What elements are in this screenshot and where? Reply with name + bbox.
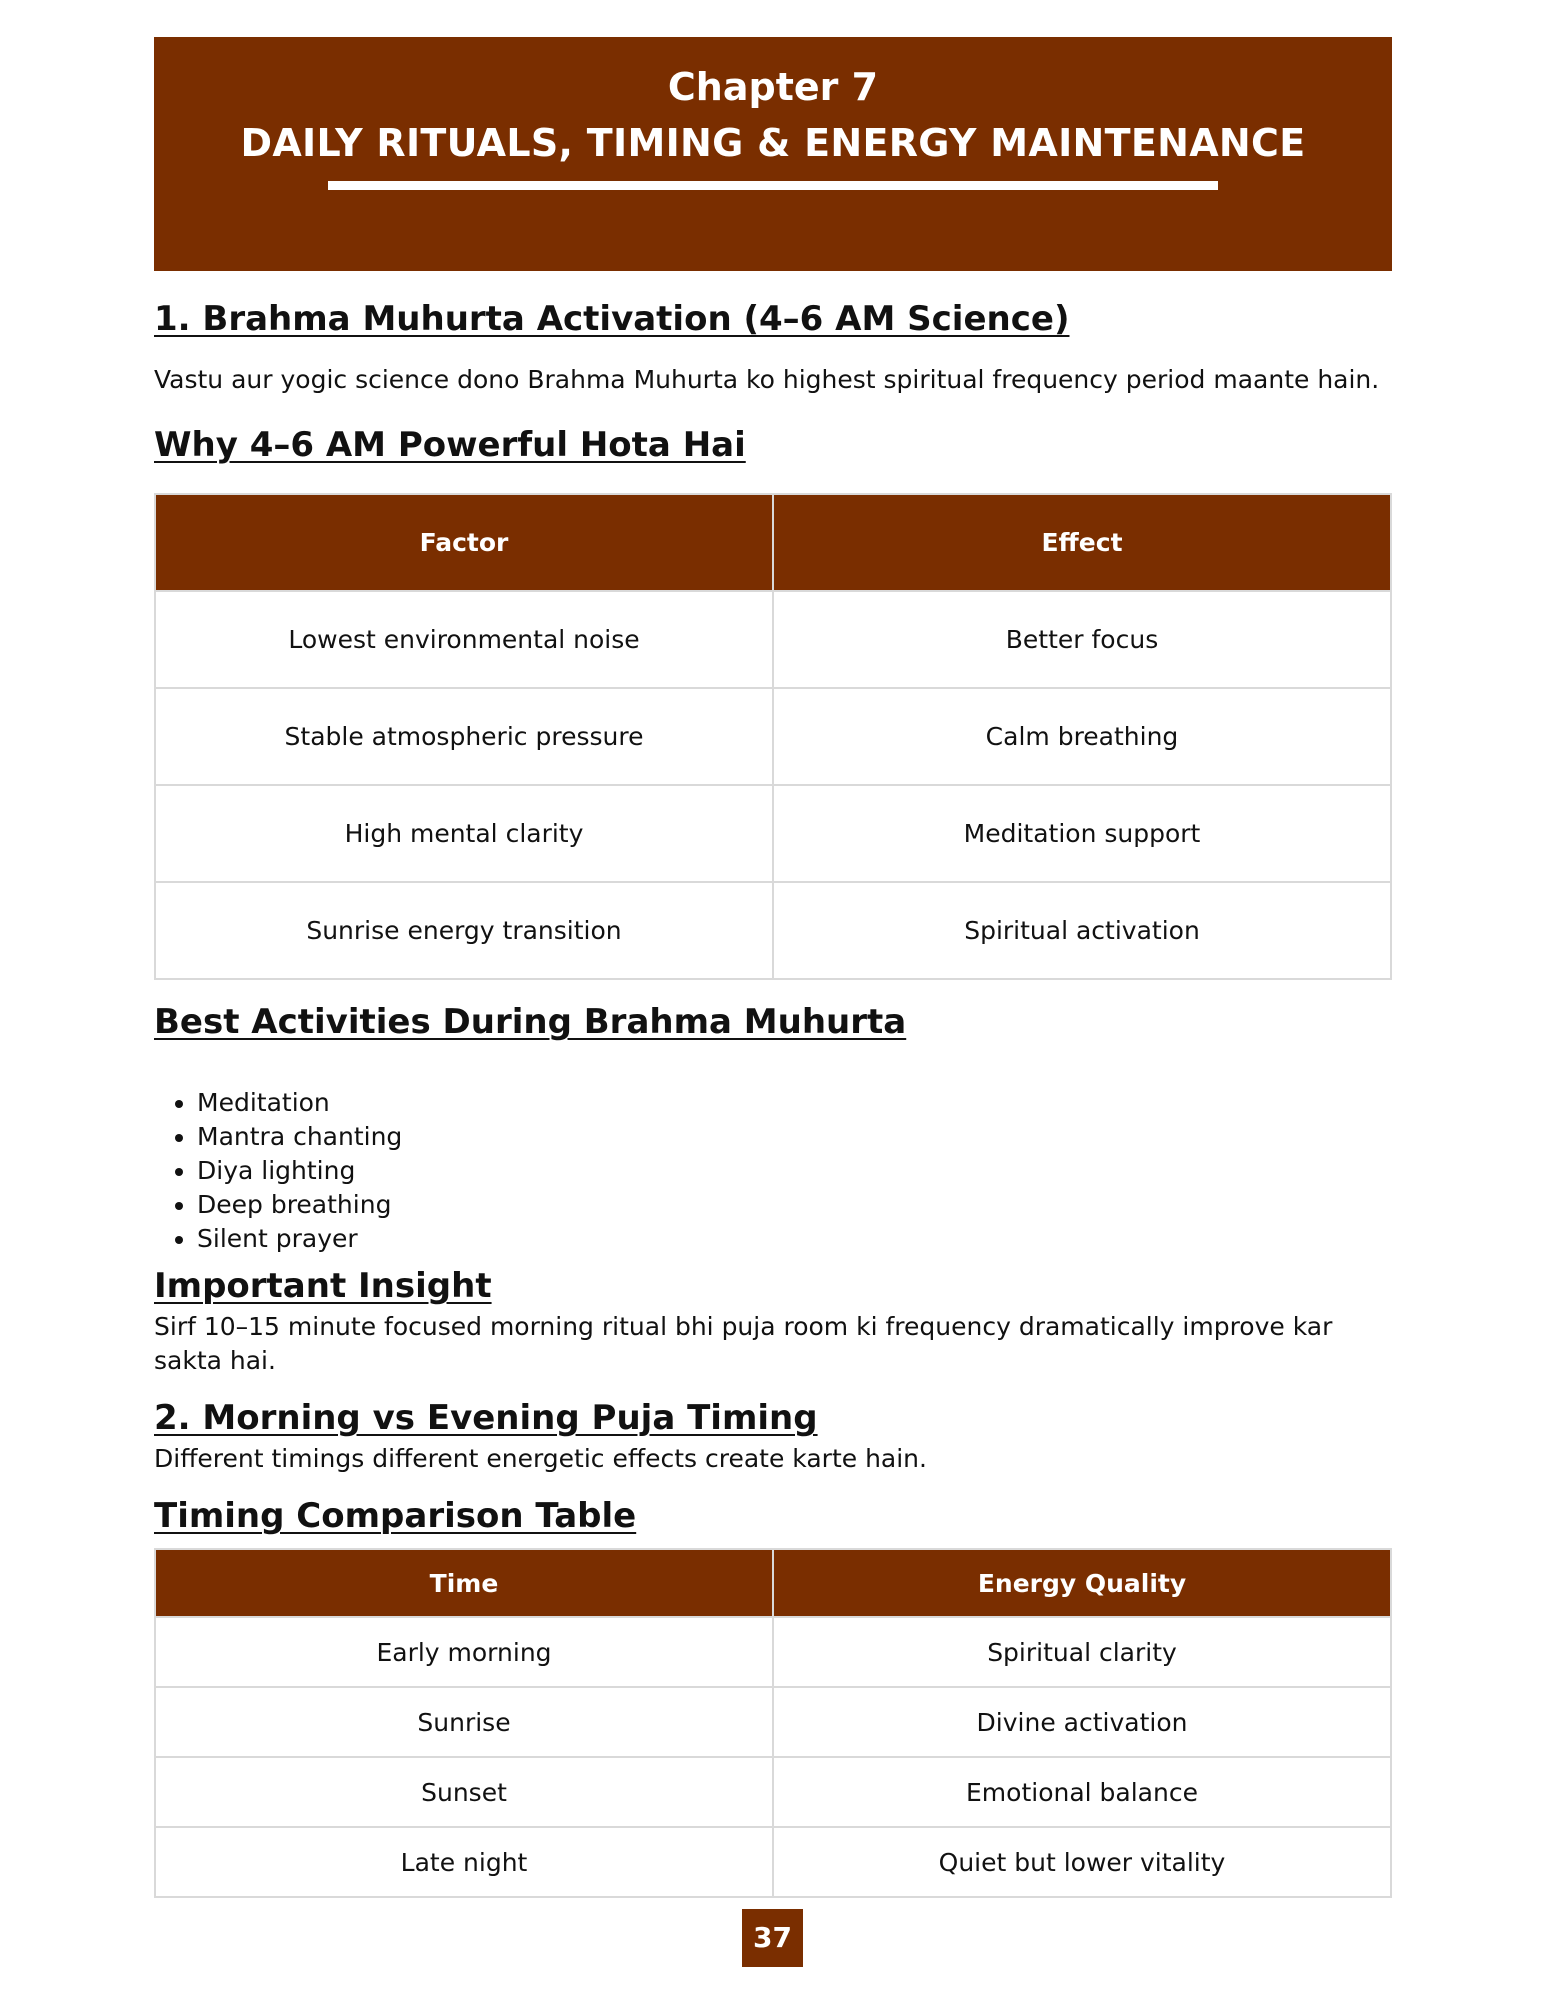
- table-row: [155, 688, 1391, 785]
- table-cell: Quiet but lower vitality: [773, 1827, 1391, 1897]
- table-cell: Lowest environmental noise: [155, 591, 773, 688]
- insight-heading: Important Insight: [154, 1266, 492, 1306]
- list-item: • Silent prayer: [197, 1222, 1392, 1256]
- section-2-heading: 2. Morning vs Evening Puja Timing: [154, 1398, 818, 1438]
- table-cell: High mental clarity: [155, 785, 773, 882]
- insight-text: Sirf 10–15 minute focused morning ritual bhi puja room ki frequency dramatically improve kar sakta hai.: [154, 1312, 1333, 1375]
- chapter-title: DAILY RITUALS, TIMING & ENERGY MAINTENANCE: [240, 121, 1306, 165]
- table-cell: Sunset: [155, 1757, 773, 1827]
- table-header-row: [155, 494, 1391, 591]
- table-header-row: [155, 1549, 1391, 1617]
- activities-list: [154, 1086, 1392, 1256]
- table-cell: Early morning: [155, 1617, 773, 1687]
- timing-heading: Timing Comparison Table: [154, 1496, 637, 1536]
- table-row: [155, 785, 1391, 882]
- chapter-divider: [328, 181, 1218, 190]
- list-item: • Deep breathing: [197, 1188, 1392, 1222]
- activities-heading: Best Activities During Brahma Muhurta: [154, 1002, 907, 1042]
- table-row: [155, 882, 1391, 979]
- document-page: [154, 37, 1392, 1898]
- list-item: • Mantra chanting: [197, 1120, 1392, 1154]
- table-cell: Stable atmospheric pressure: [155, 688, 773, 785]
- table-row: [155, 1757, 1391, 1827]
- page-number: 37: [742, 1909, 803, 1967]
- chapter-label: Chapter 7: [667, 65, 879, 109]
- table-header-cell: Factor: [155, 494, 773, 591]
- table-cell: Divine activation: [773, 1687, 1391, 1757]
- table-cell: Better focus: [773, 591, 1391, 688]
- section-2-intro: Different timings different energetic effects create karte hain.: [154, 1444, 927, 1473]
- section-1-heading: 1. Brahma Muhurta Activation (4–6 AM Science): [154, 299, 1070, 339]
- table-cell: Sunrise: [155, 1687, 773, 1757]
- table-cell: Late night: [155, 1827, 773, 1897]
- section-1-intro: Vastu aur yogic science dono Brahma Muhurta ko highest spiritual frequency period maante hain.: [154, 365, 1380, 394]
- table-cell: Spiritual activation: [773, 882, 1391, 979]
- table-row: [155, 591, 1391, 688]
- table-header-cell: Effect: [773, 494, 1391, 591]
- table-header-cell: Energy Quality: [773, 1549, 1391, 1617]
- factor-effect-table: [154, 493, 1392, 980]
- table-cell: Emotional balance: [773, 1757, 1391, 1827]
- table-header-cell: Time: [155, 1549, 773, 1617]
- list-item: • Meditation: [197, 1086, 1392, 1120]
- table-row: [155, 1827, 1391, 1897]
- table-cell: Sunrise energy transition: [155, 882, 773, 979]
- why-heading: Why 4–6 AM Powerful Hota Hai: [154, 425, 746, 465]
- table-cell: Calm breathing: [773, 688, 1391, 785]
- table-row: [155, 1687, 1391, 1757]
- table-row: [155, 1617, 1391, 1687]
- table-cell: Spiritual clarity: [773, 1617, 1391, 1687]
- chapter-banner: [154, 37, 1392, 271]
- list-item: • Diya lighting: [197, 1154, 1392, 1188]
- timing-comparison-table: [154, 1548, 1392, 1898]
- table-cell: Meditation support: [773, 785, 1391, 882]
